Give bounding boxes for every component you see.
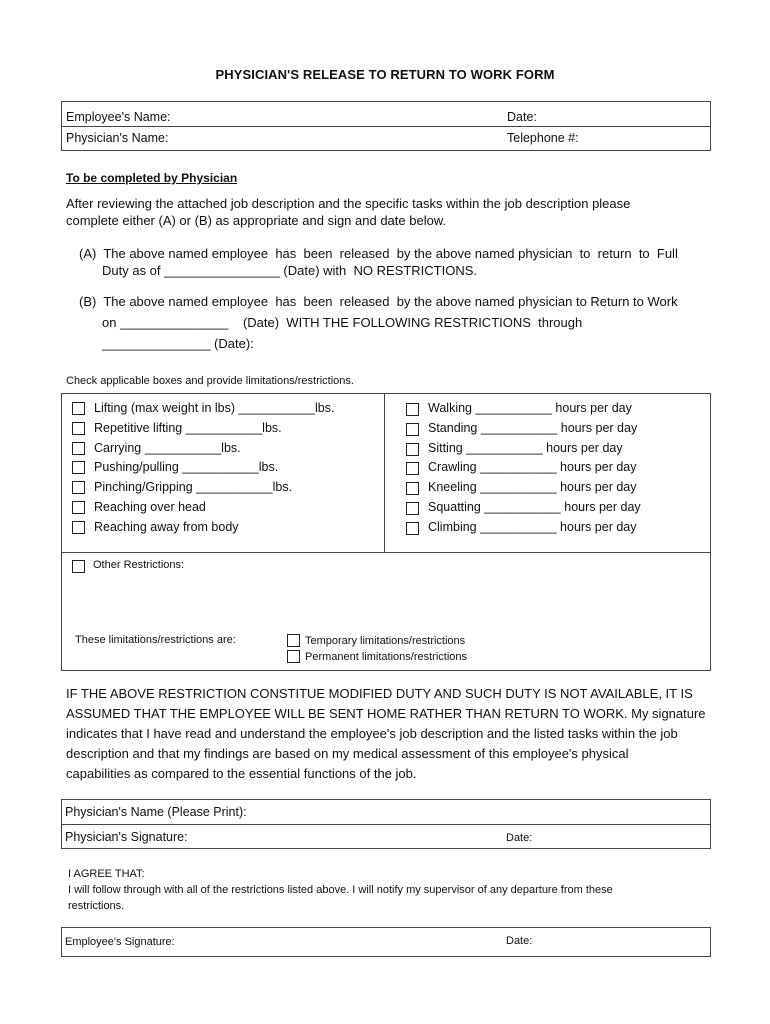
left-restriction-label: Pushing/pulling ___________lbs. bbox=[94, 460, 279, 474]
right-restriction-label: Crawling ___________ hours per day bbox=[428, 460, 637, 474]
left-restriction-label: Pinching/Gripping ___________lbs. bbox=[94, 480, 293, 494]
option-a-line-1: (A) The above named employee has been released by the above named physician to return to Full bbox=[79, 246, 678, 261]
right-restriction-label: Walking ___________ hours per day bbox=[428, 401, 632, 415]
right-restriction-label: Kneeling ___________ hours per day bbox=[428, 480, 637, 494]
checkbox-reaching-away[interactable] bbox=[72, 521, 85, 534]
checkbox-walking[interactable] bbox=[406, 403, 419, 416]
option-b-line-2: on _______________ (Date) WITH THE FOLLOWING RESTRICTIONS through bbox=[102, 315, 583, 330]
right-restriction-label: Squatting ___________ hours per day bbox=[428, 500, 641, 514]
checkbox-lifting[interactable] bbox=[72, 402, 85, 415]
left-restriction-label: Reaching away from body bbox=[94, 520, 239, 534]
statement-line: IF THE ABOVE RESTRICTION CONSTITUE MODIFIED DUTY AND SUCH DUTY IS NOT AVAILABLE, IT IS bbox=[66, 686, 693, 701]
right-restriction-label: Standing ___________ hours per day bbox=[428, 421, 638, 435]
checkbox-repetitive-lifting[interactable] bbox=[72, 422, 85, 435]
restrictions-row-divider bbox=[61, 552, 711, 553]
checkbox-squatting[interactable] bbox=[406, 502, 419, 515]
checkbox-pushing-pulling[interactable] bbox=[72, 461, 85, 474]
statement-line: indicates that I have read and understand the employee's job description and the listed tasks within the job bbox=[66, 726, 678, 741]
physician-print-name-label: Physician's Name (Please Print): bbox=[65, 805, 247, 819]
option-a-line-2: Duty as of ________________ (Date) with NO RESTRICTIONS. bbox=[102, 263, 478, 278]
option-b-line-3: _______________ (Date): bbox=[102, 336, 254, 351]
page-title: PHYSICIAN'S RELEASE TO RETURN TO WORK FORM bbox=[215, 67, 555, 82]
left-restriction-label: Reaching over head bbox=[94, 500, 206, 514]
checkbox-standing[interactable] bbox=[406, 423, 419, 436]
agreement-line-1: I will follow through with all of the restrictions listed above. I will notify my supervisor of any departure from these bbox=[68, 884, 613, 896]
checkbox-climbing[interactable] bbox=[406, 522, 419, 535]
checkbox-kneeling[interactable] bbox=[406, 482, 419, 495]
section-heading: To be completed by Physician bbox=[66, 171, 238, 185]
right-restriction-label: Sitting ___________ hours per day bbox=[428, 441, 623, 455]
agreement-line-2: restrictions. bbox=[68, 900, 125, 912]
agreement-heading: I AGREE THAT: bbox=[68, 868, 145, 880]
employee-name-label: Employee's Name: bbox=[66, 110, 171, 124]
check-instructions: Check applicable boxes and provide limitations/restrictions. bbox=[66, 375, 354, 387]
employee-date-label: Date: bbox=[506, 935, 533, 947]
restrictions-column-divider bbox=[384, 393, 385, 552]
checkbox-sitting[interactable] bbox=[406, 443, 419, 456]
telephone-label: Telephone #: bbox=[507, 131, 579, 145]
checkbox-reaching-over-head[interactable] bbox=[72, 501, 85, 514]
statement-line: description and that my findings are based on my medical assessment of this employee's physical bbox=[66, 746, 629, 761]
duration-label: These limitations/restrictions are: bbox=[75, 634, 236, 646]
left-restriction-label: Repetitive lifting ___________lbs. bbox=[94, 421, 282, 435]
checkbox-permanent[interactable] bbox=[287, 650, 300, 663]
physician-signature-divider bbox=[61, 824, 711, 825]
permanent-label: Permanent limitations/restrictions bbox=[305, 651, 468, 663]
intro-line-2: complete either (A) or (B) as appropriate and sign and date below. bbox=[66, 213, 447, 228]
left-restriction-label: Lifting (max weight in lbs) ___________lbs. bbox=[94, 401, 335, 415]
header-divider bbox=[61, 126, 711, 127]
statement-line: capabilities as compared to the essential functions of the job. bbox=[66, 766, 417, 781]
employee-signature-label: Employee's Signature: bbox=[65, 936, 175, 948]
checkbox-other-restrictions[interactable] bbox=[72, 560, 85, 573]
intro-line-1: After reviewing the attached job description and the specific tasks within the job description please bbox=[66, 196, 631, 211]
checkbox-carrying[interactable] bbox=[72, 442, 85, 455]
checkbox-crawling[interactable] bbox=[406, 462, 419, 475]
statement-line: ASSUMED THAT THE EMPLOYEE WILL BE SENT HOME RATHER THAN RETURN TO WORK. My signature bbox=[66, 706, 706, 721]
header-date-label: Date: bbox=[507, 110, 537, 124]
checkbox-temporary[interactable] bbox=[287, 634, 300, 647]
option-b-line-1: (B) The above named employee has been released by the above named physician to Return to Work bbox=[79, 294, 678, 309]
other-restrictions-label: Other Restrictions: bbox=[93, 559, 185, 571]
left-restriction-label: Carrying ___________lbs. bbox=[94, 441, 241, 455]
right-restriction-label: Climbing ___________ hours per day bbox=[428, 520, 637, 534]
physician-signature-label: Physician's Signature: bbox=[65, 830, 188, 844]
temporary-label: Temporary limitations/restrictions bbox=[305, 635, 466, 647]
physician-name-label: Physician's Name: bbox=[66, 131, 169, 145]
physician-date-label: Date: bbox=[506, 832, 533, 844]
checkbox-pinching-gripping[interactable] bbox=[72, 481, 85, 494]
